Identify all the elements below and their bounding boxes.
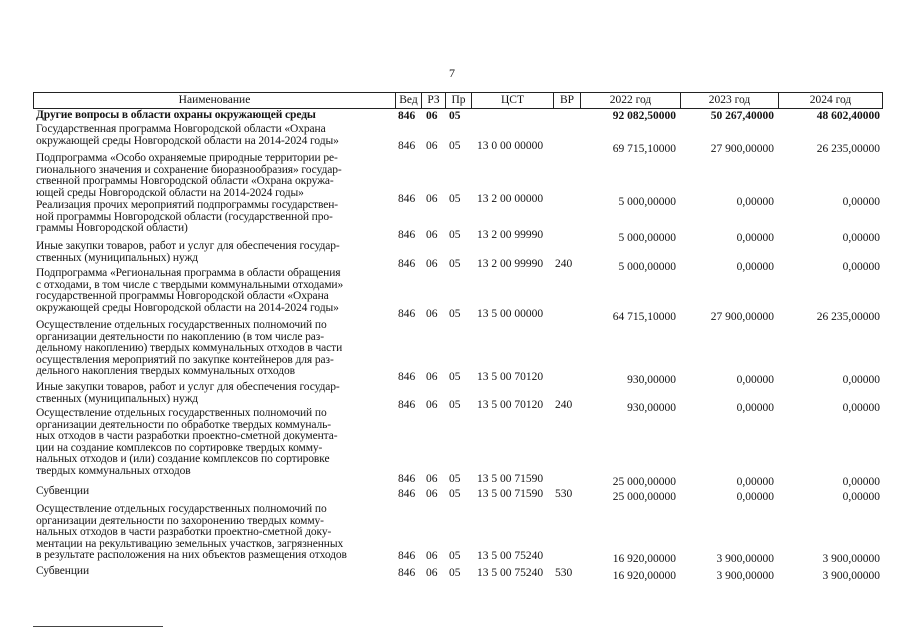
row-rz: 06 <box>426 550 438 562</box>
row-rz: 06 <box>426 399 438 411</box>
row-year-2022: 5 000,00000 <box>618 196 676 208</box>
row-pr: 05 <box>449 193 461 205</box>
row-ved: 846 <box>398 567 416 579</box>
row-ved: 846 <box>398 550 416 562</box>
row-year-2023: 0,00000 <box>736 402 774 414</box>
row-ved: 846 <box>398 399 416 411</box>
row-ved: 846 <box>398 193 416 205</box>
row-pr: 05 <box>449 229 461 241</box>
row-ved: 846 <box>398 371 416 383</box>
row-name: Осуществление отдельных государственных полномочий по организации деятельности по накоплению (в том числе раз- дельному накоплению) твердых коммунальных отходов в части осуществления мероприятий по закупке контейнеров для раз- дельного накопления твердых коммунальных отходов <box>36 319 343 377</box>
row-pr: 05 <box>449 308 461 320</box>
row-name: Иные закупки товаров, работ и услуг для обеспечения государ- ственных (муниципальных) нужд <box>36 240 340 264</box>
row-vr: 240 <box>555 258 573 270</box>
row-year-2022: 5 000,00000 <box>618 261 676 273</box>
row-cst: 13 2 00 99990 <box>477 229 544 241</box>
row-name: Другие вопросы в области охраны окружающей среды <box>36 109 316 121</box>
row-year-2023: 0,00000 <box>736 491 774 503</box>
cst-header: ЦСТ <box>471 92 554 109</box>
row-rz: 06 <box>426 258 438 270</box>
row-year-2022: 16 920,00000 <box>612 553 676 565</box>
row-name: Осуществление отдельных государственных полномочий по организации деятельности по обработке твердых коммуналь- ных отходов в части разработки проектно-сметной документа- ции на создание комплексов по сортировке твердых комму- нальных отходов и (или) создание комплексов по сортировке твердых коммунальных отходов <box>36 407 338 477</box>
row-cst: 13 5 00 71590 <box>477 488 544 500</box>
year-2022-header: 2022 год <box>580 92 681 109</box>
row-ved: 846 <box>398 473 416 485</box>
row-year-2022: 16 920,00000 <box>612 570 676 582</box>
row-cst: 13 2 00 99990 <box>477 258 544 270</box>
row-year-2022: 92 082,50000 <box>612 110 676 122</box>
name-header: Наименование <box>33 92 396 109</box>
row-pr: 05 <box>449 550 461 562</box>
row-year-2024: 26 235,00000 <box>816 143 880 155</box>
row-year-2024: 48 602,40000 <box>816 110 880 122</box>
row-name: Иные закупки товаров, работ и услуг для обеспечения государ- ственных (муниципальных) нужд <box>36 381 340 405</box>
row-year-2023: 0,00000 <box>736 196 774 208</box>
row-year-2022: 69 715,10000 <box>612 143 676 155</box>
row-year-2024: 0,00000 <box>842 232 880 244</box>
row-pr: 05 <box>449 110 461 122</box>
row-ved: 846 <box>398 140 416 152</box>
row-year-2024: 0,00000 <box>842 476 880 488</box>
row-year-2024: 0,00000 <box>842 196 880 208</box>
row-cst: 13 5 00 71590 <box>477 473 544 485</box>
footnote-rule <box>33 626 163 627</box>
row-ved: 846 <box>398 488 416 500</box>
row-cst: 13 5 00 75240 <box>477 550 544 562</box>
ved-header: Вед <box>395 92 422 109</box>
year-2023-header: 2023 год <box>680 92 779 109</box>
row-rz: 06 <box>426 193 438 205</box>
row-year-2024: 0,00000 <box>842 374 880 386</box>
row-rz: 06 <box>426 473 438 485</box>
row-name: Осуществление отдельных государственных полномочий по организации деятельности по захоронению твердых комму- нальных отходов в части разработки проектно-сметной доку- ментации на рекультивацию земельных участков, загрязненных в результате расположения на них объектов размещения отходов <box>36 503 347 561</box>
row-rz: 06 <box>426 110 438 122</box>
row-ved: 846 <box>398 229 416 241</box>
row-year-2023: 0,00000 <box>736 374 774 386</box>
row-vr: 530 <box>555 567 573 579</box>
row-year-2022: 930,00000 <box>627 374 676 386</box>
row-rz: 06 <box>426 371 438 383</box>
row-pr: 05 <box>449 488 461 500</box>
row-name: Субвенции <box>36 565 90 577</box>
row-pr: 05 <box>449 473 461 485</box>
row-year-2022: 64 715,10000 <box>612 311 676 323</box>
row-year-2023: 3 900,00000 <box>716 553 774 565</box>
row-year-2024: 0,00000 <box>842 491 880 503</box>
row-pr: 05 <box>449 258 461 270</box>
row-cst: 13 0 00 00000 <box>477 140 544 152</box>
row-year-2023: 0,00000 <box>736 476 774 488</box>
row-ved: 846 <box>398 308 416 320</box>
vr-header: ВР <box>553 92 581 109</box>
row-name: Подпрограмма «Особо охраняемые природные территории ре- гионального значения и сохранение биоразнообразия» государ- ственной программы Новгородской области «Охрана окружа- ющей среды Новгородской области на 2014-2024 годы» <box>36 152 342 199</box>
rz-header: РЗ <box>421 92 446 109</box>
row-year-2022: 5 000,00000 <box>618 232 676 244</box>
pr-header: Пр <box>445 92 472 109</box>
row-year-2024: 0,00000 <box>842 261 880 273</box>
row-name: Субвенции <box>36 485 90 497</box>
row-pr: 05 <box>449 371 461 383</box>
row-pr: 05 <box>449 567 461 579</box>
row-year-2023: 50 267,40000 <box>710 110 774 122</box>
row-name: Подпрограмма «Региональная программа в области обращения с отходами, в том числе с твердыми коммунальными отходами» государственной программы Новгородской области «Охрана окружающей среды Новгородской области на 2014-2024 годы» <box>36 267 344 314</box>
row-year-2023: 0,00000 <box>736 261 774 273</box>
row-year-2022: 930,00000 <box>627 402 676 414</box>
row-year-2023: 27 900,00000 <box>710 311 774 323</box>
row-year-2024: 0,00000 <box>842 402 880 414</box>
row-cst: 13 2 00 00000 <box>477 193 544 205</box>
row-vr: 240 <box>555 399 573 411</box>
row-rz: 06 <box>426 567 438 579</box>
row-cst: 13 5 00 00000 <box>477 308 544 320</box>
row-cst: 13 5 00 70120 <box>477 371 544 383</box>
row-pr: 05 <box>449 399 461 411</box>
year-2024-header: 2024 год <box>778 92 883 109</box>
row-ved: 846 <box>398 110 416 122</box>
row-name: Государственная программа Новгородской области «Охрана окружающей среды Новгородской области на 2014-2024 годы» <box>36 123 339 147</box>
row-name: Реализация прочих мероприятий подпрограммы государствен- ной программы Новгородской области (государственной про- граммы Новгородской области) <box>36 199 339 234</box>
row-year-2022: 25 000,00000 <box>612 476 676 488</box>
row-year-2023: 3 900,00000 <box>716 570 774 582</box>
row-year-2022: 25 000,00000 <box>612 491 676 503</box>
row-year-2024: 26 235,00000 <box>816 311 880 323</box>
row-year-2023: 27 900,00000 <box>710 143 774 155</box>
row-cst: 13 5 00 70120 <box>477 399 544 411</box>
page-number: 7 <box>449 66 455 80</box>
row-year-2024: 3 900,00000 <box>822 570 880 582</box>
row-rz: 06 <box>426 488 438 500</box>
row-cst: 13 5 00 75240 <box>477 567 544 579</box>
row-rz: 06 <box>426 140 438 152</box>
row-vr: 530 <box>555 488 573 500</box>
row-year-2023: 0,00000 <box>736 232 774 244</box>
row-ved: 846 <box>398 258 416 270</box>
row-pr: 05 <box>449 140 461 152</box>
row-rz: 06 <box>426 229 438 241</box>
row-rz: 06 <box>426 308 438 320</box>
row-year-2024: 3 900,00000 <box>822 553 880 565</box>
